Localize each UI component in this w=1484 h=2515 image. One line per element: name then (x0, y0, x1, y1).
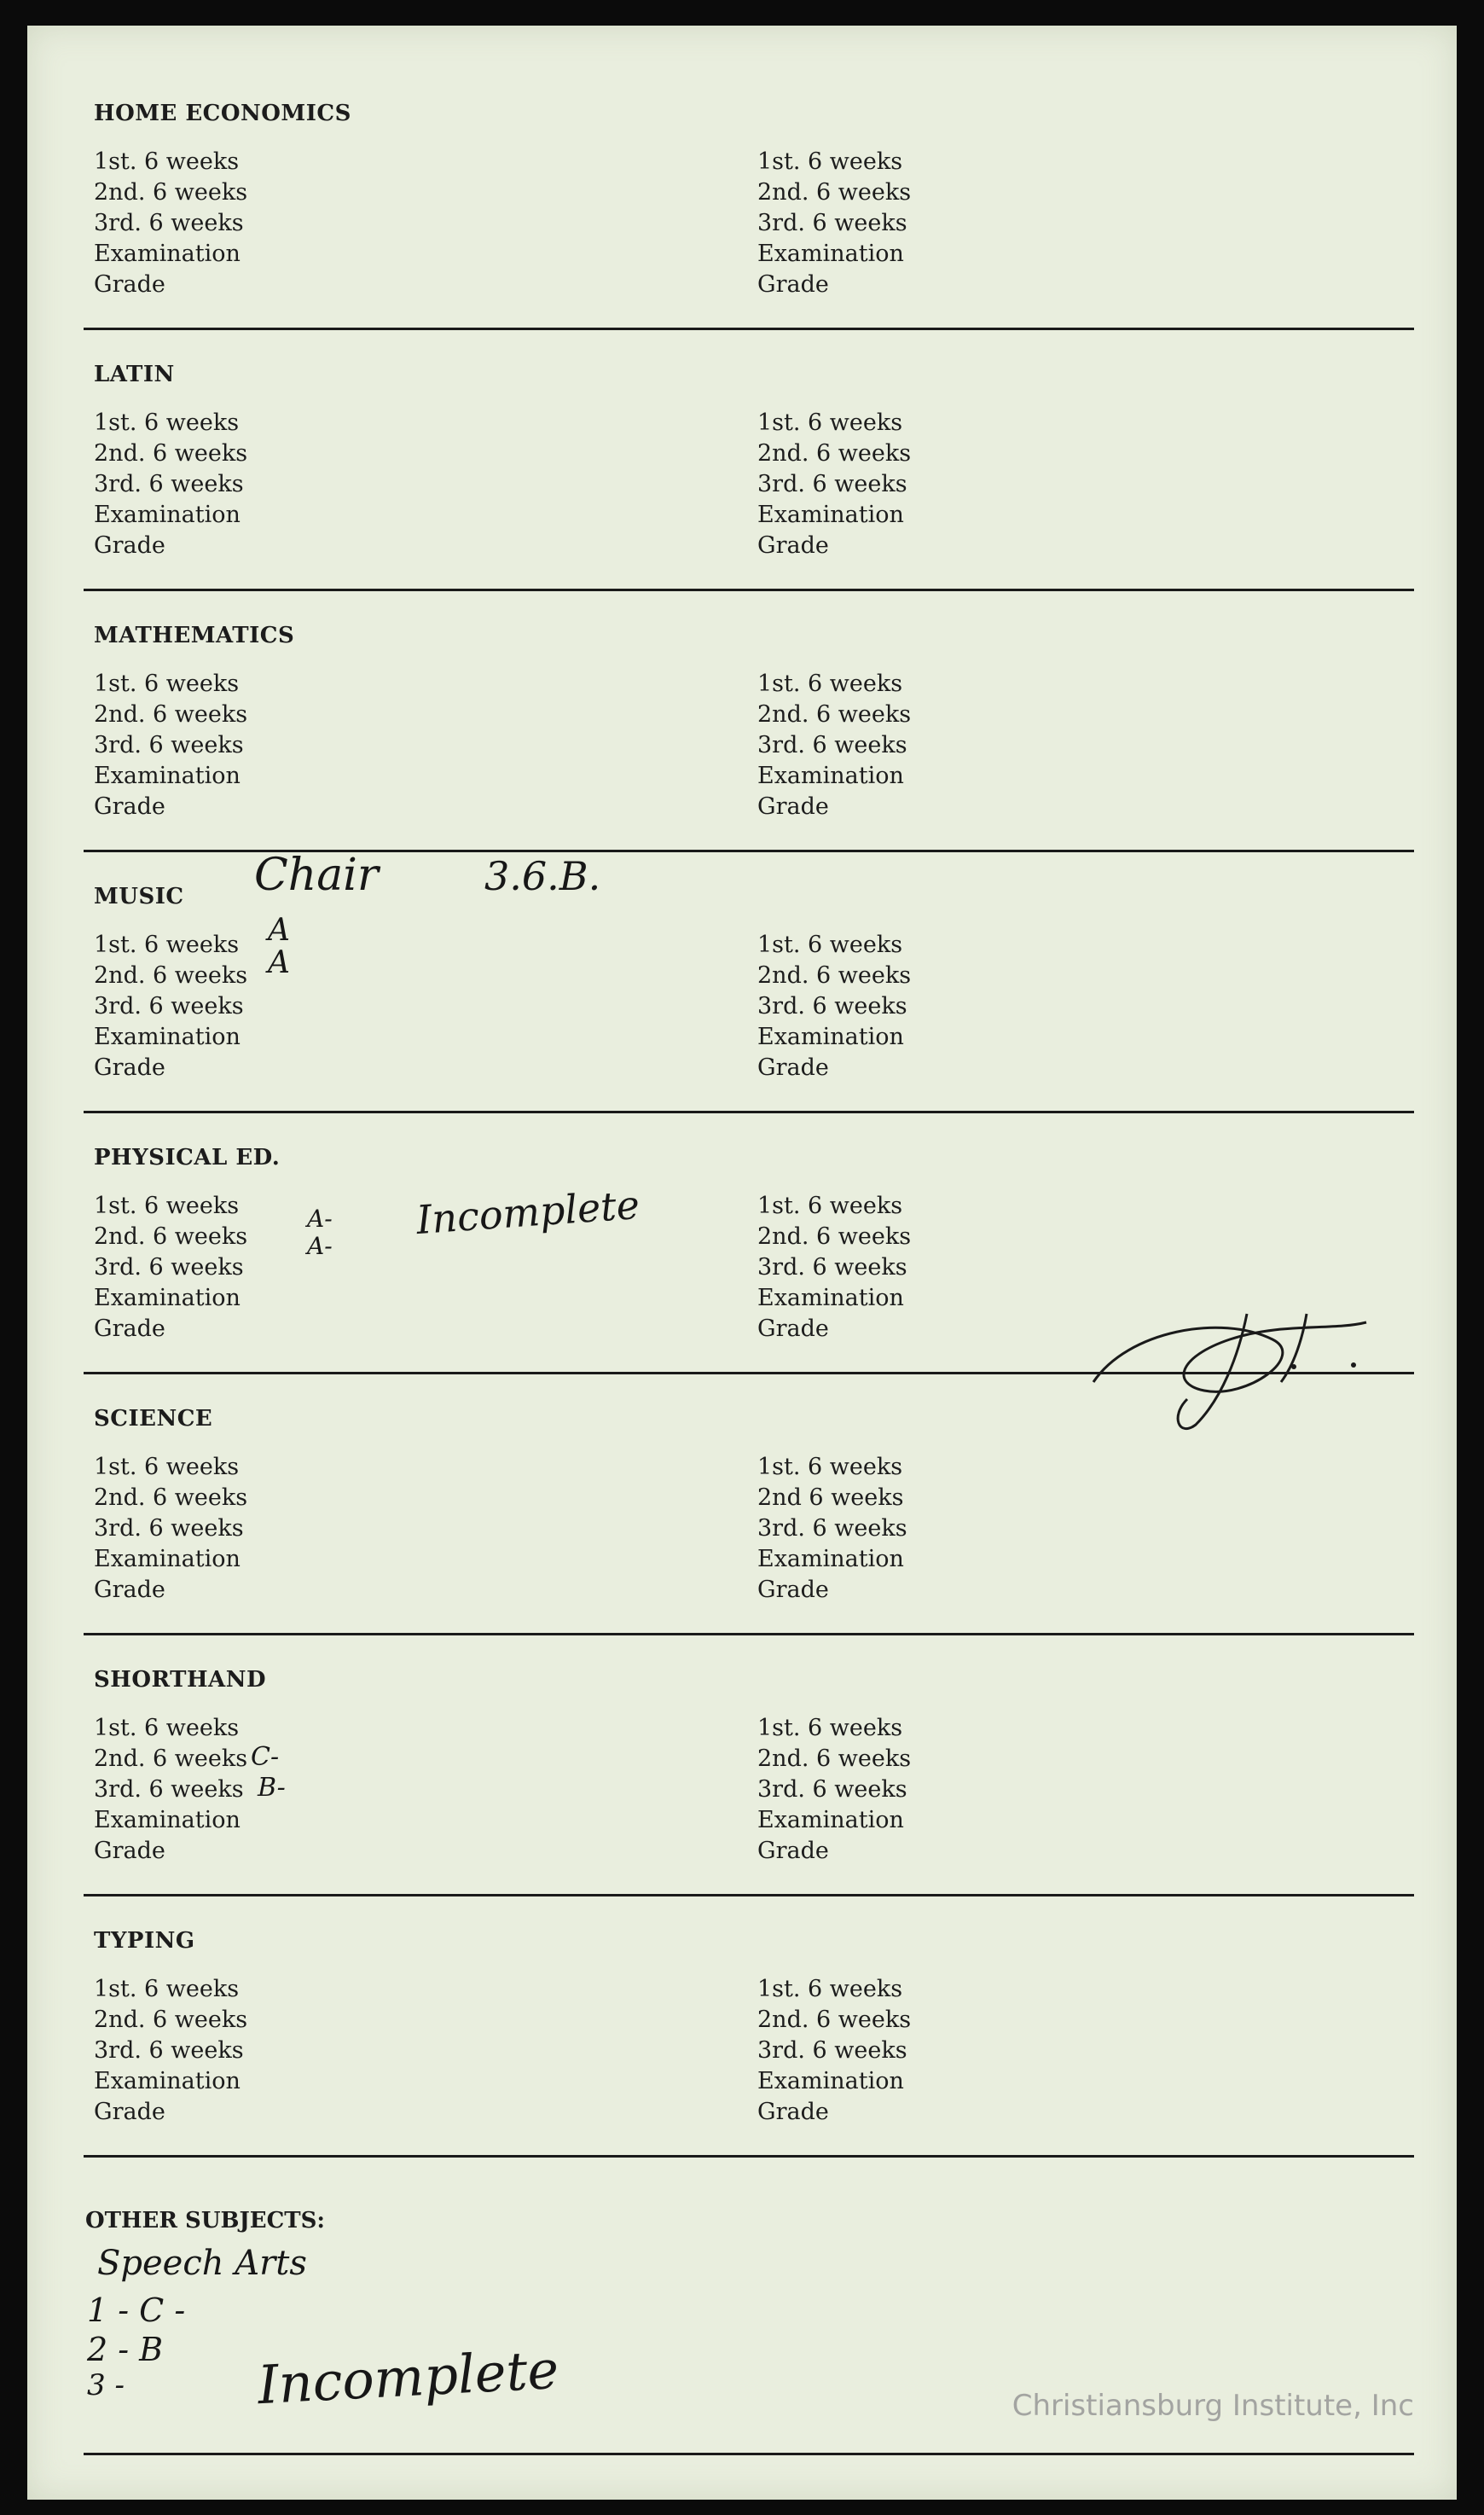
right-column (757, 930, 911, 1083)
shorthand-grade-1: C- (251, 1742, 280, 1772)
grade-row-label: Grade (757, 793, 829, 820)
subject-section (27, 1853, 1457, 2125)
report-card-page (27, 26, 1457, 2500)
music-handwritten-note-2: 3.6.B. (484, 853, 601, 899)
grade-row-label: 3rd. 6 weeks (757, 1776, 907, 1803)
right-column (757, 1974, 911, 2128)
grade-row-label: Examination (94, 2068, 241, 2094)
grade-row-label: 1st. 6 weeks (757, 932, 903, 958)
other-line-2: 2 - B (87, 2331, 164, 2368)
grade-row-label: 1st. 6 weeks (757, 1454, 903, 1480)
other-line-3: 3 - (87, 2368, 125, 2402)
left-column (94, 1452, 247, 1606)
subject-title: MUSIC (94, 884, 184, 909)
grade-row-label: 1st. 6 weeks (94, 148, 240, 175)
grade-row-label: 1st. 6 weeks (94, 1454, 240, 1480)
grade-row-label: Examination (94, 1024, 241, 1050)
grade-row-label: Grade (94, 1054, 165, 1081)
left-column (94, 1713, 247, 1867)
grade-row-label: Examination (757, 1285, 904, 1311)
grade-row-label: Examination (757, 1546, 904, 1572)
grade-row-label: 1st. 6 weeks (94, 1193, 240, 1219)
grade-row-label: Grade (94, 2099, 165, 2125)
grade-row-label: Grade (94, 271, 165, 298)
grade-row-label: 1st. 6 weeks (757, 1715, 903, 1741)
grade-row-label: Examination (94, 1546, 241, 1572)
grade-row-label: 2nd. 6 weeks (757, 962, 912, 989)
left-column (94, 669, 247, 822)
grade-row-label: 3rd. 6 weeks (757, 993, 907, 1019)
pe-grade-1: A- (307, 1205, 333, 1233)
subject-section (27, 1592, 1457, 1864)
grade-row-label: 3rd. 6 weeks (757, 732, 907, 758)
grade-row-label: 1st. 6 weeks (757, 409, 903, 436)
grade-row-label: 3rd. 6 weeks (757, 2037, 907, 2064)
grade-row-label: 2nd. 6 weeks (94, 1223, 248, 1250)
grade-row-label: 1st. 6 weeks (94, 1715, 240, 1741)
subject-title: LATIN (94, 362, 175, 387)
grade-row-label: 3rd. 6 weeks (94, 1254, 244, 1281)
grade-row-label: Examination (94, 502, 241, 528)
signature-flourish (1076, 1280, 1392, 1442)
music-grade-2: A (268, 945, 290, 980)
other-line-1: 1 - C - (87, 2291, 186, 2329)
subject-title: PHYSICAL ED. (94, 1145, 281, 1170)
grade-row-label: Grade (757, 1838, 829, 1864)
grade-row-label: Grade (94, 1838, 165, 1864)
other-subject-name: Speech Arts (97, 2244, 307, 2283)
subject-section (27, 809, 1457, 1081)
pe-grade-2: A- (307, 1232, 333, 1260)
grade-row-label: 2nd 6 weeks (757, 1484, 904, 1511)
subject-section (27, 26, 1457, 298)
grade-row-label: 1st. 6 weeks (757, 1976, 903, 2002)
grade-row-label: 2nd. 6 weeks (757, 1223, 912, 1250)
grade-row-label: 3rd. 6 weeks (94, 1776, 244, 1803)
grade-row-label: Grade (94, 1577, 165, 1603)
grade-row-label: Examination (757, 2068, 904, 2094)
left-column (94, 147, 247, 300)
grade-row-label: 3rd. 6 weeks (94, 2037, 244, 2064)
right-column (757, 1452, 907, 1606)
grade-row-label: Grade (757, 532, 829, 559)
grade-row-label: Grade (94, 1316, 165, 1342)
left-column (94, 1974, 247, 2128)
right-column (757, 1713, 911, 1867)
grade-row-label: 1st. 6 weeks (757, 671, 903, 697)
grade-row-label: 2nd. 6 weeks (757, 179, 912, 206)
right-column (757, 147, 911, 300)
shorthand-grade-2: B- (258, 1773, 286, 1803)
grade-row-label: Grade (757, 271, 829, 298)
grade-row-label: Grade (94, 793, 165, 820)
subject-title: SHORTHAND (94, 1667, 267, 1693)
grade-row-label: 2nd. 6 weeks (94, 179, 248, 206)
grade-row-label: 3rd. 6 weeks (94, 732, 244, 758)
grade-row-label: Examination (757, 241, 904, 267)
subject-section (27, 548, 1457, 820)
grade-row-label: Examination (757, 1024, 904, 1050)
grade-row-label: Examination (757, 763, 904, 789)
grade-row-label: 2nd. 6 weeks (94, 962, 248, 989)
subject-section (27, 287, 1457, 559)
right-column (757, 1191, 911, 1345)
grade-row-label: Examination (94, 763, 241, 789)
grade-row-label: 3rd. 6 weeks (757, 471, 907, 497)
grade-row-label: Grade (757, 1316, 829, 1342)
section-divider (84, 2155, 1414, 2158)
grade-row-label: Grade (757, 1577, 829, 1603)
grade-row-label: Examination (94, 1285, 241, 1311)
grade-row-label: 2nd. 6 weeks (757, 1745, 912, 1772)
grade-row-label: 1st. 6 weeks (94, 1976, 240, 2002)
grade-row-label: 3rd. 6 weeks (94, 471, 244, 497)
right-column (757, 669, 911, 822)
left-column (94, 1191, 247, 1345)
grade-row-label: 2nd. 6 weeks (94, 2007, 248, 2033)
grade-row-label: 1st. 6 weeks (94, 932, 240, 958)
grade-row-label: 2nd. 6 weeks (757, 2007, 912, 2033)
subject-title: SCIENCE (94, 1406, 213, 1432)
right-column (757, 408, 911, 561)
music-handwritten-note: Chair (254, 850, 379, 901)
grade-row-label: 2nd. 6 weeks (94, 701, 248, 728)
subject-title: TYPING (94, 1928, 195, 1954)
bottom-divider (84, 2453, 1414, 2455)
grade-row-label: Examination (94, 1807, 241, 1833)
grade-row-label: 2nd. 6 weeks (757, 440, 912, 467)
subject-title: HOME ECONOMICS (94, 101, 351, 126)
grade-row-label: 3rd. 6 weeks (757, 1515, 907, 1542)
grade-row-label: 3rd. 6 weeks (757, 1254, 907, 1281)
grade-row-label: 2nd. 6 weeks (94, 1745, 248, 1772)
other-handwritten-note: Incomplete (256, 2338, 560, 2417)
grade-row-label: Examination (757, 1807, 904, 1833)
grade-row-label: Grade (94, 532, 165, 559)
grade-row-label: 3rd. 6 weeks (94, 993, 244, 1019)
watermark-text: Christiansburg Institute, Inc (1012, 2389, 1414, 2423)
grade-row-label: 3rd. 6 weeks (94, 210, 244, 236)
grade-row-label: Examination (757, 502, 904, 528)
left-column (94, 930, 247, 1083)
grade-row-label: 2nd. 6 weeks (94, 1484, 248, 1511)
grade-row-label: 3rd. 6 weeks (757, 210, 907, 236)
grade-row-label: 1st. 6 weeks (757, 1193, 903, 1219)
grade-row-label: Grade (757, 2099, 829, 2125)
left-column (94, 408, 247, 561)
grade-row-label: 1st. 6 weeks (757, 148, 903, 175)
grade-row-label: 2nd. 6 weeks (757, 701, 912, 728)
other-subjects-title: OTHER SUBJECTS: (85, 2208, 325, 2233)
grade-row-label: Examination (94, 241, 241, 267)
grade-row-label: 2nd. 6 weeks (94, 440, 248, 467)
grade-row-label: 1st. 6 weeks (94, 671, 240, 697)
grade-row-label: 1st. 6 weeks (94, 409, 240, 436)
pe-handwritten-note: Incomplete (414, 1181, 641, 1244)
subject-title: MATHEMATICS (94, 623, 295, 648)
grade-row-label: 3rd. 6 weeks (94, 1515, 244, 1542)
grade-row-label: Grade (757, 1054, 829, 1081)
music-grade-1: A (268, 913, 290, 948)
